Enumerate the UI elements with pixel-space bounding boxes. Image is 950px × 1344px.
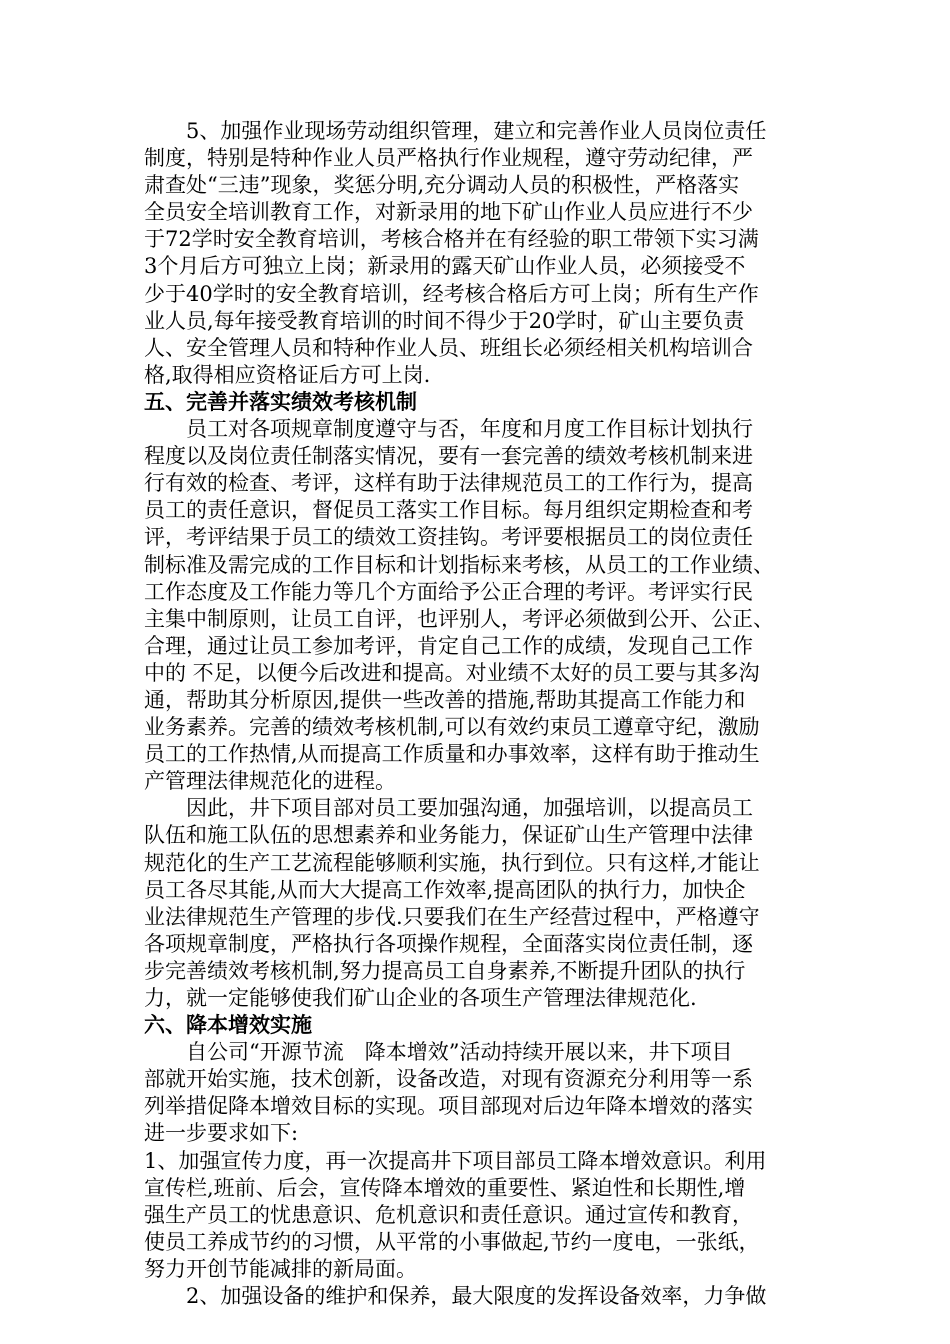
text-line: 合理，通过让员工参加考评，肯定自己工作的成绩，发现自己工作 [144, 633, 753, 658]
text-line: 业务素养。完善的绩效考核机制,可以有效约束员工遵章守纪，激励 [144, 715, 760, 740]
text-line: 产管理法律规范化的进程。 [144, 769, 396, 794]
paragraph [144, 1148, 808, 1283]
text-line: 工作态度及工作能力等几个方面给予公正合理的考评。考评实行民 [144, 579, 753, 604]
section-heading: 六、降本增效实施 [144, 1013, 312, 1038]
text-line: 努力开创节能减排的新局面。 [144, 1256, 417, 1281]
paragraph [144, 795, 808, 1012]
text-line: 肃查处“三违”现象，奖惩分明,充分调动人员的积极性，严格落实 [144, 173, 740, 198]
text-line: 全员安全培训教育工作，对新录用的地下矿山作业人员应进行不少 [144, 200, 753, 225]
text-line: 力，就一定能够使我们矿山企业的各项生产管理法律规范化. [144, 986, 697, 1010]
document-page [144, 118, 808, 1310]
text-line: 进一步要求如下: [144, 1121, 299, 1146]
text-line: 业法律规范生产管理的步伐.只要我们在生产经营过程中，严格遵守 [144, 904, 760, 929]
text-line: 行有效的检查、考评，这样有助于法律规范员工的工作行为，提高 [144, 471, 753, 496]
text-line: 业人员,每年接受教育培训的时间不得少于20学时，矿山主要负责 [144, 308, 745, 333]
text-line: 人、安全管理人员和特种作业人员、班组长必须经相关机构培训合 [144, 335, 753, 360]
text-line: 使员工养成节约的习惯，从平常的小事做起,节约一度电，一张纸， [144, 1229, 760, 1254]
text-line: 制度，特别是特种作业人员严格执行作业规程，遵守劳动纪律，严 [144, 146, 753, 171]
paragraph [144, 118, 808, 389]
text-line: 5、加强作业现场劳动组织管理，建立和完善作业人员岗位责任 [186, 119, 767, 143]
text-line: 员工的责任意识，督促员工落实工作目标。每月组织定期检查和考 [144, 498, 753, 523]
text-line: 员工对各项规章制度遵守与否，年度和月度工作目标计划执行 [186, 417, 753, 442]
text-line: 宣传栏,班前、后会，宣传降本增效的重要性、紧迫性和长期性,增 [144, 1175, 746, 1200]
text-line: 自公司“开源节流 降本增效”活动持续开展以来，井下项目 [186, 1040, 733, 1065]
paragraph [144, 1039, 808, 1147]
text-line: 于72学时安全教育培训，考核合格并在有经验的职工带领下实习满 [144, 227, 759, 252]
text-line: 员工的工作热情,从而提高工作质量和办事效率，这样有助于推动生 [144, 742, 760, 767]
section-heading: 五、完善并落实绩效考核机制 [144, 389, 417, 414]
text-line: 队伍和施工队伍的思想素养和业务能力，保证矿山生产管理中法律 [144, 823, 753, 848]
text-line: 制标准及需完成的工作目标和计划指标来考核，从员工的工作业绩、 [144, 552, 774, 577]
text-line: 通，帮助其分析原因,提供一些改善的措施,帮助其提高工作能力和 [144, 687, 746, 712]
text-line: 格,取得相应资格证后方可上岗. [144, 362, 431, 387]
text-line: 中的 不足，以便今后改进和提高。对业绩不太好的员工要与其多沟 [144, 660, 760, 685]
text-line: 3个月后方可独立上岗；新录用的露天矿山作业人员，必须接受不 [144, 254, 746, 279]
text-line: 规范化的生产工艺流程能够顺利实施，执行到位。只有这样,才能让 [144, 850, 760, 875]
text-line: 因此，井下项目部对员工要加强沟通，加强培训，以提高员工 [186, 796, 753, 821]
paragraph [144, 416, 808, 795]
text-line: 列举措促降本增效目标的实现。项目部现对后边年降本增效的落实 [144, 1094, 753, 1119]
paragraph [144, 1283, 808, 1310]
text-line: 员工各尽其能,从而大大提高工作效率,提高团队的执行力，加快企 [144, 877, 746, 902]
text-line: 程度以及岗位责任制落实情况，要有一套完善的绩效考核机制来进 [144, 444, 753, 469]
text-line: 强生产员工的忧患意识、危机意识和责任意识。通过宣传和教育， [144, 1202, 753, 1227]
text-line: 1、加强宣传力度，再一次提高井下项目部员工降本增效意识。利用 [144, 1148, 767, 1173]
text-line: 各项规章制度，严格执行各项操作规程，全面落实岗位责任制，逐 [144, 931, 753, 956]
text-line: 少于40学时的安全教育培训，经考核合格后方可上岗；所有生产作 [144, 281, 759, 306]
text-line: 部就开始实施，技术创新，设备改造，对现有资源充分利用等一系 [144, 1067, 753, 1092]
text-line: 评，考评结果于员工的绩效工资挂钩。考评要根据员工的岗位责任 [144, 525, 753, 550]
text-line: 2、加强设备的维护和保养，最大限度的发挥设备效率，力争做 [186, 1284, 767, 1309]
text-line: 主集中制原则，让员工自评，也评别人，考评必须做到公开、公正、 [144, 606, 774, 631]
text-line: 步完善绩效考核机制,努力提高员工自身素养,不断提升团队的执行 [144, 958, 746, 983]
